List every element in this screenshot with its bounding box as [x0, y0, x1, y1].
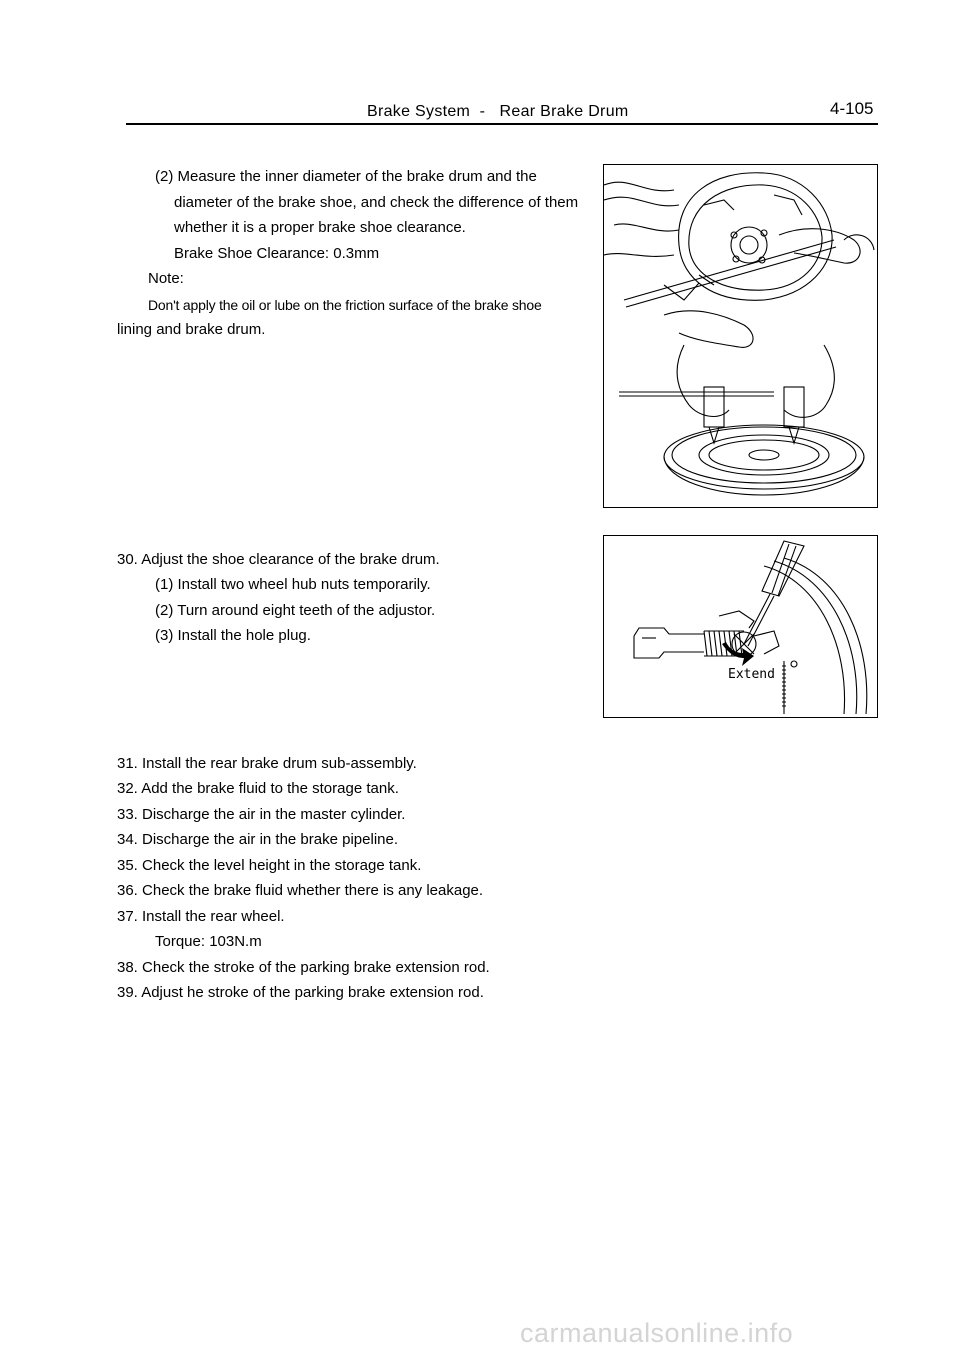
watermark: carmanualsonline.info [520, 1318, 794, 1348]
step30-substep-2: (2) Turn around eight teeth of the adjustor. [155, 602, 436, 619]
step-32: 32. Add the brake fluid to the storage tank. [117, 780, 399, 797]
step-31: 31. Install the rear brake drum sub-assembly. [117, 755, 417, 772]
adjustor-illustration [604, 536, 877, 717]
measure-illustration [604, 165, 877, 507]
step30-substep-1: (1) Install two wheel hub nuts temporarily. [155, 576, 431, 593]
figure-adjustor [603, 535, 878, 718]
step-33: 33. Discharge the air in the master cylinder. [117, 806, 406, 823]
step-36: 36. Check the brake fluid whether there is any leakage. [117, 882, 484, 899]
step29-line-3: whether it is a proper brake shoe clearance. [174, 219, 466, 236]
torque-spec: Torque: 103N.m [155, 933, 262, 950]
step30-substep-3: (3) Install the hole plug. [155, 627, 311, 644]
note-line-2: lining and brake drum. [117, 321, 266, 338]
note-line-1: Don't apply the oil or lube on the friction surface of the brake shoe [148, 297, 542, 313]
extend-label: Extend [728, 667, 775, 682]
section-title: Brake System - Rear Brake Drum [367, 103, 629, 120]
step29-line-2: diameter of the brake shoe, and check the difference of them [174, 194, 579, 211]
step-38: 38. Check the stroke of the parking brake extension rod. [117, 959, 490, 976]
step29-line-1: (2) Measure the inner diameter of the brake drum and the [155, 168, 537, 185]
figure-measure-drum-shoe [603, 164, 878, 508]
header-divider [126, 123, 878, 125]
step-39: 39. Adjust he stroke of the parking brake extension rod. [117, 984, 484, 1001]
note-label: Note: [148, 270, 184, 287]
step-37: 37. Install the rear wheel. [117, 908, 285, 925]
page-number: 4-105 [830, 99, 874, 118]
step-35: 35. Check the level height in the storage tank. [117, 857, 422, 874]
step30-title: 30. Adjust the shoe clearance of the brake drum. [117, 551, 440, 568]
step-34: 34. Discharge the air in the brake pipeline. [117, 831, 399, 848]
brake-shoe-clearance-spec: Brake Shoe Clearance: 0.3mm [174, 245, 380, 262]
